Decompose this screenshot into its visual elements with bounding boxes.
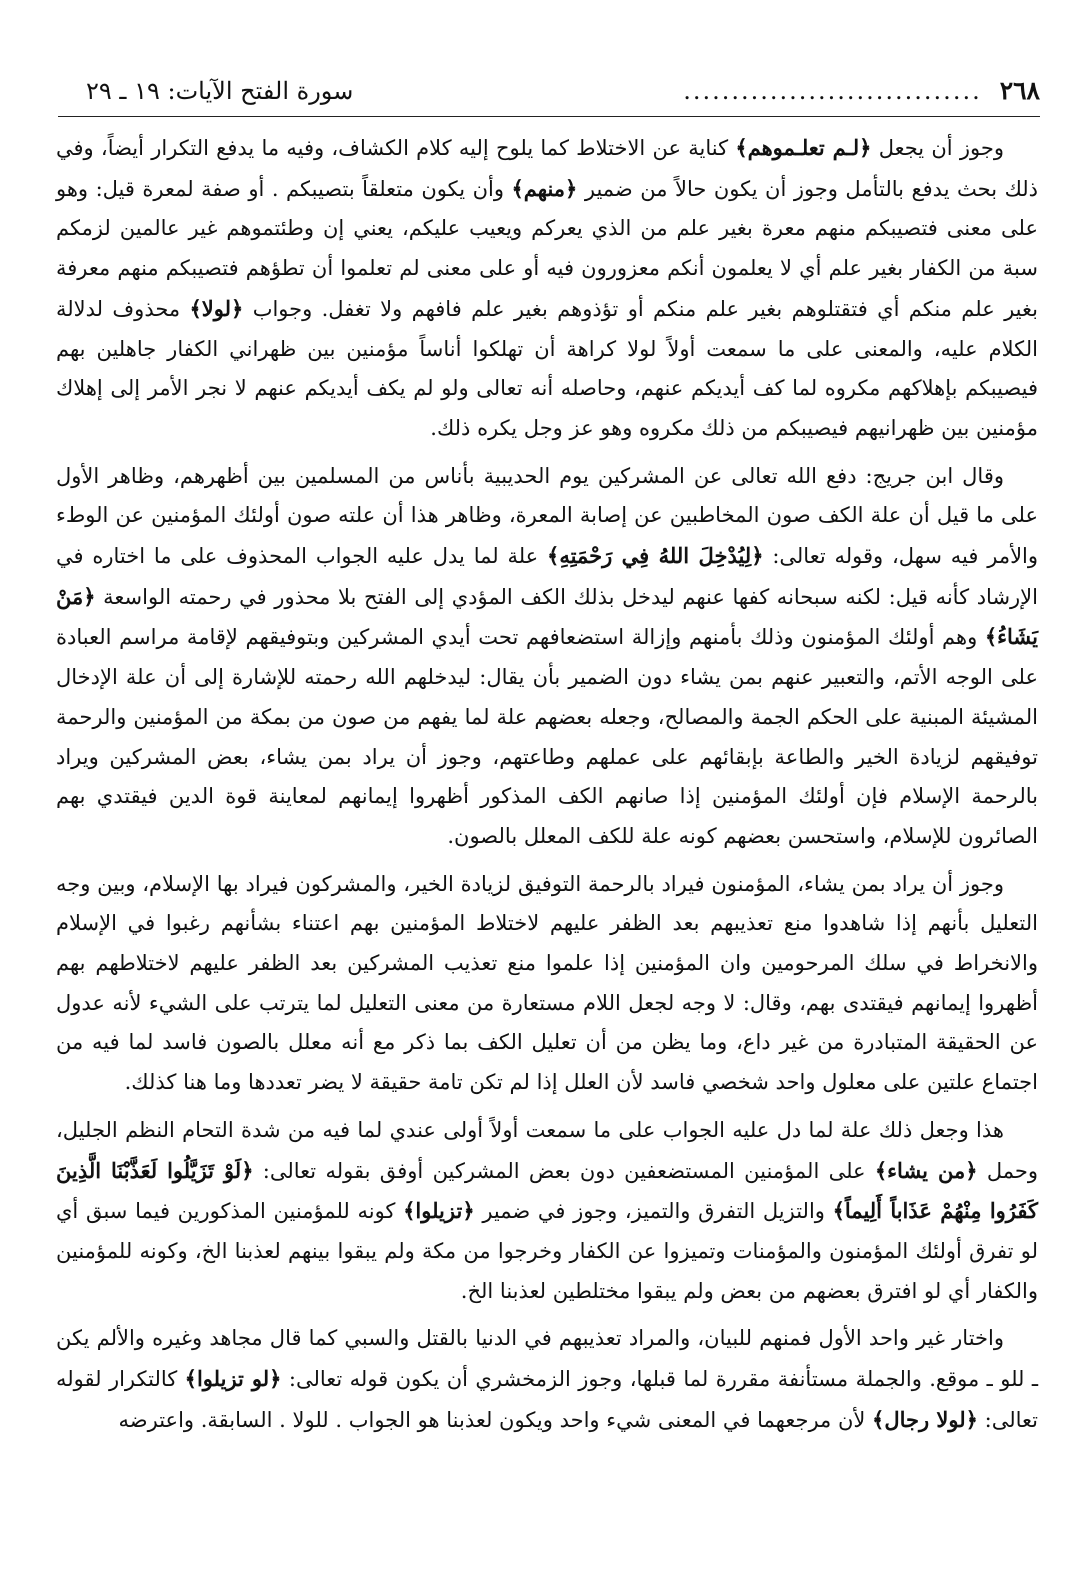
- text-run: علة لما يدل عليه الجواب المحذوف على ما اختاره في الإرشاد كأنه قيل: لكنه سبحانه كفها عنهم ليدخل بذلك الكف المؤدي إلى الفتح بلا محذور في رحمته الواسعة: [56, 544, 1038, 609]
- quran-quote: ﴿لو تزيلوا﴾: [184, 1366, 282, 1392]
- text-run: وجوز أن يراد بمن يشاء، المؤمنون فيراد بالرحمة التوفيق لزيادة الخير، والمشركون فيراد بها الإسلام، وبين وجه التعليل بأنهم إذا شاهدوا منع تعذيبهم بعد الظفر عليهم لاختلاط المؤمنين بهم اعتناء بشأنهم رغبوا في الإسلام والانخراط في سلك المرحومين وان المؤمنين إذا علموا منع تعذيب المشركين بعد الظفر عليهم لاختلاطهم بهم أظهروا إيمانهم فيقتدى بهم، وقال: لا وجه لجعل اللام مستعارة من معنى التعليل لما يترتب على الشيء لأنه عدول عن الحقيقة المتبادرة من غير داع، وما يظن من أن تعليل الكف بما ذكر مع أنه معلل بالصون فاسد لما فيه من اجتماع علتين على معلول واحد شخصي فاسد لأن العلل إذا لم تكن تامة حقيقة لا يضر تعددها وما هنا كذلك.: [56, 871, 1038, 1095]
- page-number: ٢٦٨: [999, 76, 1040, 105]
- text-run: محذوف لدلالة الكلام عليه، والمعنى على ما سمعت أولاً لولا كراهة أن تهلكوا أناساً مؤمنين بين ظهراني الكفار جاهلين بهم فيصيبكم بإهلاكهم مكروه لما كف أيديكم عنهم، وحاصله أنه تعالى ولو لم يكف أيديكم عنهم لا نجر الأمر إلى إهلاك مؤمنين بين ظهرانيهم فيصيبكم من ذلك مكروه وهو عز وجل يكره ذلك.: [56, 296, 1038, 440]
- header-rule: [58, 116, 1040, 117]
- paragraph: [56, 457, 1038, 857]
- body-text: [56, 128, 1038, 1568]
- quran-quote: ﴿لَوْ تَزَيَّلُوا لَعَذَّبْنَا الَّذِينَ كَفَرُوا مِنْهُمْ عَذَاباً أَلِيماً﴾: [56, 1157, 1038, 1224]
- paragraph: [56, 865, 1038, 1103]
- quran-quote: ﴿لولا﴾: [189, 295, 244, 321]
- text-run: وجوز أن يجعل: [871, 136, 1004, 160]
- quran-quote: ﴿لِيُدْخِلَ اللهُ فِي رَحْمَتِهِ﴾: [547, 543, 764, 569]
- header-leader-dots: ...............................: [683, 77, 982, 105]
- quran-quote: ﴿منهم﴾: [511, 175, 578, 201]
- text-run: وقال ابن جريج: دفع الله تعالى عن المشركين يوم الحديبية بأناس من المسلمين بين أظهرهم، وظاهر الأول على ما قيل أن علة الكف صون المخاطبين عن إصابة المعرة، وظاهر هذا أن علته صون أولئك المؤمنين عن الوطء والأمر فيه سهل، وقوله تعالى:: [56, 463, 1039, 569]
- text-run: كالتكرار لقوله تعالى:: [56, 1367, 1038, 1432]
- text-run: وأن يكون متعلقاً بتصيبكم . أو صفة لمعرة قيل: وهو على معنى فتصيبكم منهم معرة بغير علم من الذي يعركم ويعيب عليكم، يعني إن وطئتموهم غير عالمين لزمكم سبة من الكفار بغير علم أي لا يعلمون أنكم معزورون فيه أو على معنى لم تعلموا أن تطؤهم فتصيبكم منهم معرفة بغير علم منكم أي فتقتلوهم بغير علم منكم أو تؤذوهم بغير علم فافهم ولا تغفل. وجواب: [56, 176, 1038, 321]
- running-header: [86, 76, 1040, 116]
- text-run: واختار غير واحد الأول فمنهم للبيان، والمراد تعذيبهم في الدنيا بالقتل والسبي كما قال مجاهد وغيره والألم يكن ـ للو ـ موقع. والجملة مستأنفة مقررة لما قبلها، وجوز الزمخشري أن يكون قوله تعالى:: [56, 1326, 1038, 1392]
- text-run: وهم أولئك المؤمنون وذلك بأمنهم وإزالة استضعافهم تحت أيدي المشركين وبتوفيقهم لإقامة مراسم العبادة على الوجه الأتم، والتعبير عنهم بمن يشاء دون الضمير بأن يقال: ليدخلهم الله رحمته للإشارة إلى أن علة الإدخال المشيئة المبنية على الحكم الجمة والمصالح، وجعله بعضهم علة لما يفهم من صون من بمكة من المؤمنين والرحمة توفيقهم لزيادة الخير والطاعة بإبقائهم على عملهم وطاعتهم، وجوز أن يراد بمن يشاء، بعض المشركين ويراد بالرحمة الإسلام فإن أولئك المؤمنين إذا صانهم الكف المذكور أظهروا إيمانهم لمعاينة قوة الدين فيقتدي بهم الصائرون للإسلام، واستحسن بعضهم كونه علة للكف المعلل بالصون.: [56, 625, 1038, 848]
- text-run: كناية عن الاختلاط كما يلوح إليه كلام الكشاف، وفيه ما يدفع التكرار أيضاً، وفي ذلك بحث يدفع بالتأمل وجوز أن يكون حالاً من ضمير: [56, 136, 1039, 201]
- quran-quote: ﴿لـم تعلـموهم﴾: [735, 135, 872, 160]
- text-run: هذا وجعل ذلك علة لما دل عليه الجواب على ما سمعت أولاً أولى عندي لما فيه من شدة التحام النظم الجليل، وحمل: [56, 1117, 1038, 1183]
- text-run: والتزيل التفرق والتميز، وجوز في ضمير: [474, 1199, 833, 1224]
- quran-quote: ﴿من يشاء﴾: [874, 1157, 978, 1183]
- surah-title: سورة الفتح الآيات: ١٩ ـ ٢٩: [86, 77, 354, 105]
- quran-quote: ﴿لولا رجال﴾: [872, 1406, 978, 1432]
- paragraph: [56, 1319, 1038, 1440]
- paragraph: [56, 1111, 1038, 1312]
- text-run: على المؤمنين المستضعفين دون بعض المشركين أوفق بقوله تعالى:: [253, 1158, 875, 1183]
- text-run: لأن مرجعهما في المعنى شيء واحد ويكون لعذبنا هو الجواب . للولا . السابقة. واعترضه: [118, 1407, 873, 1432]
- quran-quote: ﴿مَنْ يَشَاءُ﴾: [56, 583, 1038, 650]
- paragraph: [56, 128, 1038, 449]
- text-run: كونه للمؤمنين المذكورين فيما سبق أي لو تفرق أولئك المؤمنون والمؤمنات وتميزوا عن الكفار وخرجوا من مكة ولم يبقوا بينهم لعذبنا الخ، وكونه للمؤمنين والكفار أي لو افترق بعضهم من بعض ولم يبقوا مختلطين لعذبنا الخ.: [56, 1199, 1038, 1303]
- quran-quote: ﴿تزيلوا﴾: [403, 1198, 475, 1224]
